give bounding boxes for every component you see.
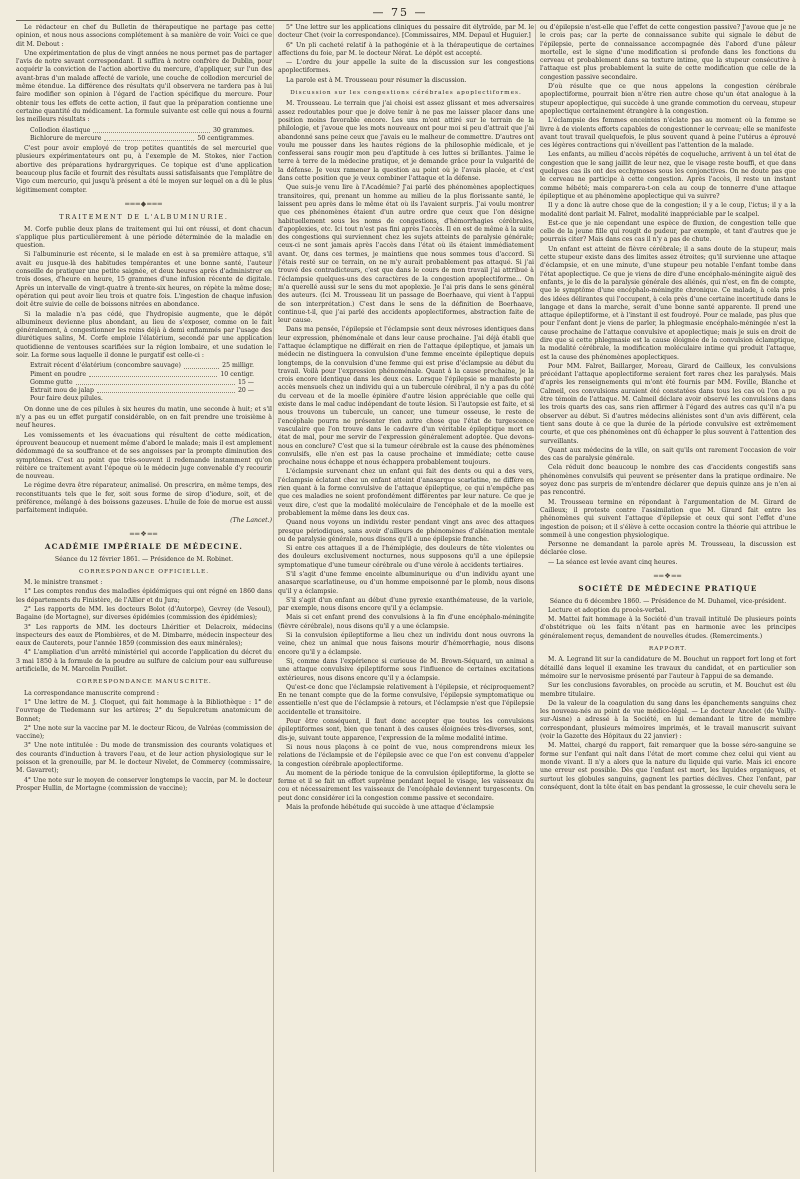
formula-line: [30, 127, 272, 135]
paragraph: Pour MM. Falret, Baillarger, Moreau, Girard de Cailleux, les convulsions précédant l'attaque apoplectiforme seraient fort rares chez les paralysés. Mais d'après les renseignements qui m'ont été fournis par MM. Foville, Blanche et Calmeil, ces convulsions auraient été constatées dans tous les cas où l'on a pu être témoin de l'attaque. M. Calmeil déclare avoir observé les convulsions dans les trois quarts des cas, sans rien affirmer à l'égard des autres cas qu'il n'a pu observer au début. Si d'autres médecins aliénistes sont d'un avis différent, cela tient sans doute à ce que la durée de la période convulsive est extrêmement courte, et que ces phénomènes ont dû échapper le plus souvent à l'attention des surveillants.: [540, 362, 796, 445]
ingredient-qty: 30 grammes.: [213, 126, 254, 134]
subsection-title: Discussion sur les congestions cérébrales apoplectiformes.: [290, 90, 522, 97]
paragraph: Quant aux médecins de la ville, on sait qu'ils ont rarement l'occasion de voir des cas de paralysie générale.: [540, 446, 796, 463]
session-line: Séance du 6 décembre 1860. — Présidence de M. Duhamel, vice-président.: [549, 597, 787, 605]
prescription-formula: [30, 127, 272, 144]
paragraph: Est-ce que je nie cependant une espèce de fluxion, de congestion telle que celle de la jeune fille qui rougit de pudeur, par exemple, et tant d'autres que je pourrais citer? Mais dans ces cas il n'y a pas de chute.: [540, 219, 796, 244]
page-number: — 75 —: [372, 6, 428, 19]
formula-line: [30, 362, 272, 370]
paragraph: Si, comme dans l'expérience si curieuse de M. Brown-Séquard, un animal a une attaque convulsive épileptiforme sous l'influence de certaines excitations extérieures, nous disons encore qu'il y a éclampsie.: [278, 657, 534, 682]
paragraph: Au moment de la période tonique de la convulsion épileptiforme, la glotte se ferme et il se fait un effort suprême pendant lequel le visage, les vaisseaux du cou et nécessairement les vaisseaux de l'encéphale deviennent turgescents. On peut donc considérer ici la congestion comme passive et secondaire.: [278, 769, 534, 802]
paragraph: C'est pour avoir employé de trop petites quantités de sel mercuriel que plusieurs expérimentateurs ont pu, à l'exemple de M. Stokes, nier l'action abortive des préparations hydrargyriques. Ce topique est d'une application beaucoup plus facile et fournit des résultats aussi satisfaisants que l'emplâtre de Vigo cum mercurio, qui jusqu'à présent a été le moyen sur lequel on a dû le plus légitimement compter.: [16, 145, 272, 194]
session-line: Séance du 12 février 1861. — Présidence de M. Robinet.: [54, 555, 234, 563]
paragraph: La correspondance manuscrite comprend :: [24, 689, 159, 697]
paragraph: Les enfants, au milieu d'accès répétés de coqueluche, arrivent à un tel état de congestion que le sang jaillit de leur nez, que le visage reste bouffi, et que dans quelques cas ils ont des ecchymoses sous les conjonctives. On ne doute pas que le cerveau ne participe à cette congestion. Après l'accès, il reste un instant comme hébété; mais comparera-t-on cela au coup de tonnerre d'une attaque épileptique et au phénomène apoplectique qui va suivre?: [540, 151, 796, 200]
paragraph: L'éclampsie des femmes enceintes n'éclate pas au moment où la femme se livre à de violents efforts capables de congestionner le cerveau; elle se manifeste avant tout travail quelquefois, le plus souvent quand à peine l'utérus a éprouvé ces légères contractions qui n'éveillent pas l'attention de la malade.: [540, 117, 796, 150]
paragraph: Si la maladie n'a pas cédé, que l'hydropisie augmente, que le dépôt albumineux devienne plus abondant, au lieu de s'exposer, comme on le fait généralement, à congestionner les reins déjà à demi enflammés par l'usage des diurétiques salins, M. Corfe emploie l'élatérium, secondé par une application quotidienne de ventouses scarifiées sur la région lombaire, et une sudation le soir. La forme sous laquelle il donne le purgatif est celle-ci :: [16, 310, 272, 359]
subsection-title: CORRESPONDANCE MANUSCRITE.: [76, 679, 212, 686]
paragraph: Que suis-je venu lire à l'Académie? J'ai parlé des phénomènes apoplectiques transitoires, qui, prenant un homme au milieu de la plus florissante santé, le laissent peu après dans le même état où ils l'avaient surpris. J'ai voulu montrer que ces phénomènes étaient d'un autre ordre que ceux que l'on désigne habituellement sous les noms de congestions, d'hémorrhagies cérébrales, d'apoplexies, etc. Ici tout n'est pas fini après l'accès. Il en est de même à la suite des congestions qui surviennent chez les sujets atteints de paralysie générale; ceux-ci ne sont jamais après l'accès dans l'état où ils étaient immédiatement avant. Or, dans ces termes, je maintiens que nous sommes tous d'accord. Si j'étais resté sur ce terrain, on ne m'y aurait probablement pas attaqué. Si j'ai trouvé des contradicteurs, c'est que dans le cours de mon travail j'ai attribué à l'éclampsie quelques-uns des caractères de la congestion apoplectiforme... On m'a querellé aussi sur le sens du mot apoplexie. Je l'ai pris dans le sens général des auteurs. (Ici M. Trousseau lit un passage de Boerhaave, qui vient à l'appui de son interprétation.) C'est dans le sens de la définition de Boerhaave, continue-t-il, que j'ai parlé des accidents apoplectiformes, abstraction faite de leur cause.: [278, 184, 534, 325]
paragraph: M. le ministre transmet :: [24, 579, 103, 587]
paragraph: Il y a donc là autre chose que de la congestion; il y a le coup, l'ictus; il y a la modalité dont parlait M. Falret, modalité inappréciable par le scalpel.: [540, 202, 796, 218]
column-separator: [273, 24, 274, 1172]
paragraph: S'il s'agit d'un enfant au début d'une pyrexie exanthémateuse, de la variole, par exemple, nous disons encore qu'il y a éclampsie.: [278, 596, 534, 613]
section-title: ACADÉMIE IMPÉRIALE DE MÉDECINE.: [44, 542, 244, 552]
list-item: 1° Une lettre de M. J. Cloquet, qui fait hommage à la Bibliothèque : 1° de l'ouvrage de Tiedemann sur les artères; 2° du Sepulcretum anatomicum de Bonnet;: [16, 698, 272, 723]
ingredient-name: Gomme gutte: [30, 378, 73, 386]
top-rule: [16, 20, 784, 21]
ingredient-name: Extrait mou de jalap: [30, 387, 94, 395]
paragraph: Si l'albuminurie est récente, si le malade en est à sa première attaque, s'il avait eu jusque-là des habitudes tempérantes et une bonne santé, l'auteur conseille de pratiquer une petite saignée, et deux heures après d'administrer en trois doses, d'heure en heure, 15 grammes d'une infusion récente de digitale. Après un intervalle de vingt-quatre à trente-six heures, on répète la même dose; opération qui peut avoir lieu trois et quatre fois. L'ingestion de chaque infusion doit être suivie de celle de boissons nitrées en abondance.: [16, 251, 272, 309]
ingredient-name: Collodion élastique: [30, 126, 91, 134]
formula-note: Pour faire deux pilules.: [30, 395, 103, 403]
prescription-formula: [30, 362, 272, 403]
paragraph: L'éclampsie survenant chez un enfant qui fait des dents ou qui a des vers, l'éclampsie éclatant chez un enfant atteint d'anasarque scarlatine, ne diffère en rien quant à la forme convulsive de l'attaque épileptique, ce qui n'empêche pas que ces maladies ne soient profondément différentes par leur nature. Ce que je veux dire, c'est que la modalité moléculaire de l'encéphale et de la moelle est probablement la même dans les deux cas.: [278, 468, 534, 517]
list-item: 1° Les comptes rendus des maladies épidémiques qui ont régné en 1860 dans les départements du Finistère, de l'Allier et du Jura;: [16, 588, 272, 604]
list-item: 6° Un pli cacheté relatif à la pathogénie et à la thérapeutique de certaines affections du foie, par M. le docteur Nérat. Le dépôt est accepté.: [278, 41, 534, 57]
subsection-title: RAPPORT.: [648, 646, 688, 653]
paragraph: — L'ordre du jour appelle la suite de la discussion sur les congestions apoplectiformes.: [278, 59, 534, 75]
paragraph: Un enfant est atteint de fièvre cérébrale; il a sans doute de la stupeur, mais cette stupeur existe dans des limites assez étroites; qu'il survienne une attaque d'éclampsie, et en une minute, d'une stupeur peu notable l'enfant tombe dans l'état apoplectique. Ce que je viens de dire d'une encéphalo-méningite aiguë des enfants, je le dis de la paralysie générale des aliénés, qui n'est, en fin de compte, que le symptôme d'une encéphalo-méningite chronique. Ce malade, à cela près des idées délirantes qui l'occupent, à cela près d'une certaine incertitude dans le langage et dans la marche, serait d'une bonne santé apparente. Il prend une attaque épileptiforme, et à l'instant il est foudroyé. Pour ce malade, pas plus que pour l'enfant dont je viens de parler, la phlegmasie encéphalo-méningée n'est la cause prochaine de l'attaque convulsive et apoplectique; mais je suis en droit de dire que si cette phlegmasie est la cause éloignée de la convulsion éclamptique, la modalité cérébrale, la modification moléculaire intime qui produit l'attaque, est la cause des phénomènes apoplectiques.: [540, 245, 796, 361]
list-item: 4° Une note sur le moyen de conserver longtemps le vaccin, par M. le docteur Prosper Hullin, de Mortagne (commission de vaccine);: [16, 776, 272, 792]
section-title: TRAITEMENT DE L'ALBUMINURIE.: [59, 213, 229, 222]
paragraph: D'où résulte que ce que nous appelons la congestion cérébrale apoplectiforme, pourrait bien n'être rien autre chose qu'un état analogue à la stupeur apoplectique, qui succède à une grande commotion du cerveau, stupeur apoplectique certainement étrangère à la congestion.: [540, 83, 796, 115]
list-item: 4° L'ampliation d'un arrêté ministériel qui accorde l'application du décret du 3 mai 1850 à la formule de la poudre au sulfure de calcium pour eau sulfureuse artificielle, de M. Marcelin Pouillet.: [16, 649, 272, 674]
list-item: 3° Une note intitulée : Du mode de transmission des courants volatiques et des courants d'induction à travers l'eau, et de leur action physiologique sur le poisson et la grenouille, par M. le docteur Nivelet, de Commercy (commissaire, M. Gavarret);: [16, 742, 272, 775]
paragraph: On donne une de ces pilules à six heures du matin, une seconde à huit; et s'il n'y a pas eu un effet purgatif considérable, on en fait prendre une troisième à neuf heures.: [16, 405, 272, 430]
paragraph: M. Trousseau termine en répondant à l'argumentation de M. Girard de Cailleux; il proteste contre l'assimilation que M. Girard fait entre les phénomènes qui suivent l'attaque d'épilepsie et ceux qui sont l'effet d'une ingestion de poison; et il s'élève à cette occasion contre la théorie qui attribue le sommeil à une congestion physiologique.: [540, 498, 796, 539]
paragraph: La parole est à M. Trousseau pour résumer la discussion.: [286, 76, 467, 84]
ingredient-qty: 20 —: [237, 387, 254, 395]
list-item: 3° Les rapports de MM. les docteurs Lhéritier et Delacroix, médecins inspecteurs des eaux de Plombières, et de M. Dimbarre, médecin inspecteur des eaux de Cauterets, pour l'année 1859 (commission des eaux minérales);: [16, 623, 272, 648]
ingredient-name: Bichlorure de mercure: [30, 134, 102, 142]
paragraph: M. A. Legrand lit sur la candidature de M. Bouchut un rapport fort long et fort détaillé dans lequel il examine les travaux du candidat, et en particulier son mémoire sur le nervosisme présenté par l'auteur à l'appui de sa demande.: [540, 656, 796, 680]
paragraph: Sur les conclusions favorables, on procède au scrutin, et M. Bouchut est élu membre titulaire.: [540, 682, 796, 698]
paragraph: Le rédacteur en chef du Bulletin de thérapeutique ne partage pas cette opinion, et nous nous associons complétement à sa manière de voir. Voici ce que dit M. Debout :: [16, 24, 272, 48]
paragraph: Cela réduit donc beaucoup le nombre des cas d'accidents congestifs sans phénomènes convulsifs qui peuvent se présenter dans la pratique ordinaire. Ne soyez donc pas surpris de m'entendre déclarer que depuis quinze ans je n'en ai pas rencontré.: [540, 464, 796, 497]
section-title: SOCIÉTÉ DE MÉDECINE PRATIQUE: [578, 584, 758, 594]
section-ornament: ══❖══: [129, 529, 159, 538]
list-item: 2° Une note sur la vaccine par M. le docteur Ricou, de Valréas (commission de vaccine);: [16, 724, 272, 741]
paragraph: M. Mattei, chargé du rapport, fait remarquer que la bosse séro-sanguine se forme sur l'enfant qui naît dans l'état de mort comme chez celui qui vient au monde vivant. Il n'y a alors que la nature du liquide qui varie. Mais ici encore une erreur est possible. Dès que l'enfant est mort, les liquides organiques, et surtout les globules sanguins, gagnent les parties déclives. Chez l'enfant, par conséquent, dont la tête était en bas pendant la grossesse, le cuir chevelu sera le: [540, 742, 796, 791]
ingredient-qty: 50 centigrammes.: [197, 134, 254, 142]
paragraph: ou d'épilepsie n'est-elle que l'effet de cette congestion passive? J'avoue que je ne le crois pas; car la perte de connaissance subite qui signale le début de l'épilepsie, perte de connaissance accompagnée dès l'abord d'une pâleur mortelle, est le signe d'une modification si profonde dans les fonctions du cerveau et probablement dans sa texture intime, que la stupeur consécutive à l'attaque est plus probablement la suite de cette modification que celle de la congestion passive secondaire.: [540, 24, 796, 81]
paragraph: De la valeur de la coagulation du sang dans les épanchements sanguins chez les nouveau-nés au point de vue médico-légal. — Le docteur Ancelet (de Vailly-sur-Aisne) a adressé à la Société, en lui demandant le titre de membre correspondant, plusieurs mémoires imprimés, et le travail manuscrit suivant (voir la Gazette des Hôpitaux du 22 janvier) :: [540, 699, 796, 741]
paragraph: Qu'est-ce donc que l'éclampsie relativement à l'épilepsie, et réciproquement? En ne tenant compte que de la forme convulsive, l'épilepsie symptomatique ou essentielle n'est que de l'éclampsie à retours, et l'éclampsie n'est que l'épilepsie accidentelle et transitoire.: [278, 683, 534, 716]
paragraph: M. Trousseau. Le terrain que j'ai choisi est assez glissant et mes adversaires assez redoutables pour que je doive tenir à ne pas me laisser placer dans une position moins favorable encore. Les uns m'ont attiré sur le terrain de la philologie, et j'avoue que les mots nouveaux ont pour moi si peu d'attrait que j'ai abandonné sans peine ceux que j'avais eu le malheur de commettre. D'autres ont voulu me pousser dans les hautes régions de la philosophie médicale, et je confesserai sans rougir mon peu d'aptitude à ces luttes si brillantes. J'aime le terre à terre de la médecine pratique, et je demande grâce pour la vulgarité de la défense. Je veux ramener la question au point où je l'avais placée, et c'est dans cette position que je veux combiner l'attaque et la défense.: [278, 100, 534, 183]
paragraph: Personne ne demandant la parole après M. Trousseau, la discussion est déclarée close.: [540, 541, 796, 557]
paragraph: Pour être conséquent, il faut donc accepter que toutes les convulsions épileptiformes sont, bien que tenant à des causes éloignées très-diverses, sont, dis-je, suivant toute apparence, l'expression de la même modalité intime.: [278, 718, 534, 742]
formula-line: [30, 135, 272, 143]
paragraph: S'il s'agit d'une femme enceinte albuminurique ou d'un individu ayant une anasarque scarlatineuse, ou d'un homme empoisonné par le plomb, nous disons qu'il y a éclampsie.: [278, 571, 534, 595]
section-ornament: ═══◆═══: [125, 199, 163, 208]
paragraph: Mais la profonde hébétude qui succède à une attaque d'éclampsie: [286, 804, 494, 812]
paragraph: Si la convulsion épileptiforme a lieu chez un individu dont nous ouvrons la veine, chez un animal que nous faisons mourir d'hémorrhagie, nous disons encore qu'il y a éclampsie.: [278, 632, 534, 656]
formula-line: [30, 387, 272, 395]
formula-line: [30, 371, 272, 379]
ingredient-name: Piment en poudre: [30, 370, 86, 378]
subsection-title: CORRESPONDANCE OFFICIELLE.: [78, 568, 210, 575]
paragraph: — La séance est levée avant cinq heures.: [548, 558, 678, 566]
ingredient-qty: 15 —: [237, 378, 254, 386]
column-middle: [278, 24, 534, 1172]
paragraph: Les vomissements et les évacuations qui résultent de cette médication, éprouvent beaucoup et nuement même d'abord le malade; mais il est amplement dédommagé de sa souffrance et de ses angoisses par la prompte diminution des symptômes. C'est au point que très-souvent il redemande instamment qu'on réitère ce traitement avant l'époque où le médecin juge convenable d'y recourir de nouveau.: [16, 431, 272, 481]
paragraph: Si entre ces attaques il a de l'hémiplégie, des douleurs de tête violentes ou des douleurs exclusivement nocturnes, nous supposons qu'il a une épilepsie symptomatique d'une tumeur cérébrale ou d'une vérole à accidents tertiaires.: [278, 545, 534, 569]
paragraph: Une expérimentation de plus de vingt années ne nous permet pas de partager l'avis de notre savant correspondant. Il suffira à notre confrère de Dublin, pour acquérir la conviction de l'action abortive du mercure, d'appliquer, sur l'un des avant-bras d'un malade affecté de variole, une couche de collodion mercuriel de même étendue. La différence des résultats qu'il observera ne tardera pas à lui faire modifier son opinion à l'égard de l'action spécifique du mercure. Pour obtenir tous les effets de cette action, il faut que la préparation contienne une certaine quantité du médicament. La formule suivante est celle qui nous a fourni les meilleurs résultats :: [16, 49, 272, 124]
ingredient-qty: 25 milligr.: [222, 362, 254, 370]
paragraph: Dans ma pensée, l'épilepsie et l'éclampsie sont deux névroses identiques dans leur expression, phénoménale et dans leur cause prochaine. J'ai déjà établi que l'attaque éclamptique ne différait en rien de l'attaque épileptique, et jamais un médecin ne distinguera la convulsion d'une femme enceinte épileptique depuis longtemps, de la convulsion d'une femme qui est prise d'éclampsie au début du travail. Voilà pour l'expression phénoménale. Quant à la cause prochaine, je la crois encore identique dans les deux cas. Lorsque l'épilepsie se manifeste par accès mensuels chez un individu qui a un tubercule cérébral, il n'y a pas du côté du cerveau et de la moelle épinière d'autre lésion appréciable que celle qui existe dans le mal caduc indépendant de toute lésion. Si l'autopsie est faite, et si nous trouvons un tubercule, un cancer, une tumeur osseuse, le reste de l'encéphale pourra ne présenter rien autre chose que l'état de turgescence vasculaire que l'on trouve dans le cadavre d'un véritable épileptique mort en état de mal, pour me servir de l'expression généralement adoptée. Que devons-nous en conclure? C'est que si la tumeur cérébrale est la cause des phénomènes convulsifs, elle n'en est pas la cause prochaine et immédiate; cette cause prochaine nous échappe et nous échappera probablement toujours.: [278, 326, 534, 467]
list-item: 2° Les rapports de MM. les docteurs Bolot (d'Autorpe), Gevrey (de Vesoul), Bagaine (de Mortagne), sur diverses épidémies (commission des épidémies);: [16, 606, 272, 622]
source-citation: (The Lancet.): [230, 516, 272, 524]
paragraph: Lecture et adoption du procès-verbal.: [548, 606, 667, 614]
paragraph: Le régime devra être réparateur, animalisé. On prescrira, en même temps, des reconstituants tels que le fer, soit sous forme de sirop d'iodure, soit, et de préférence, mélangé à des boissons gazeuses. L'huile de foie de morue est aussi parfaitement indiquée.: [16, 482, 272, 515]
paragraph: Mais si cet enfant prend des convulsions à la fin d'une encéphalo-méningite (fièvre cérébrale), nous disons qu'il y a une éclampsie.: [278, 614, 534, 630]
paragraph: M. Mattei fait hommage à la Société d'un travail intitulé De plusieurs points d'obstétrique où les faits n'étant pas en harmonie avec les principes généralement reçus, demandent de nouvelles études. (Remerciments.): [540, 616, 796, 640]
ingredient-name: Extrait récent d'élatérium (concombre sauvage): [30, 362, 181, 370]
formula-line: [30, 379, 272, 387]
paragraph: Si nous nous plaçons à ce point de vue, nous comprendrons mieux les relations de l'éclampsie et de l'épilepsie avec ce que l'on est convenu d'appeler la congestion cérébrale apoplectiforme.: [278, 743, 534, 768]
paragraph: M. Corfe publie deux plans de traitement qui lui ont réussi, et dont chacun s'applique plus particulièrement à une période déterminée de la maladie en question.: [16, 225, 272, 250]
section-ornament: ══❖══: [653, 572, 683, 580]
ingredient-qty: 10 centigr.: [220, 370, 254, 378]
list-item: 5° Une lettre sur les applications cliniques du pessaire dit élytroïde, par M. le docteur Chet (voir la correspondance). [Commissaires, MM. Depaul et Huguier.]: [278, 24, 534, 40]
paragraph: Quand nous voyons un individu rester pendant vingt ans avec des attaques presque périodiques, sans avoir d'ailleurs de phénomènes d'aliénation mentale ou de paralysie générale, nous disons qu'il a une épilepsie franche.: [278, 519, 534, 543]
column-right: [540, 24, 796, 1172]
column-left: [16, 24, 272, 1172]
column-separator: [535, 24, 536, 1172]
